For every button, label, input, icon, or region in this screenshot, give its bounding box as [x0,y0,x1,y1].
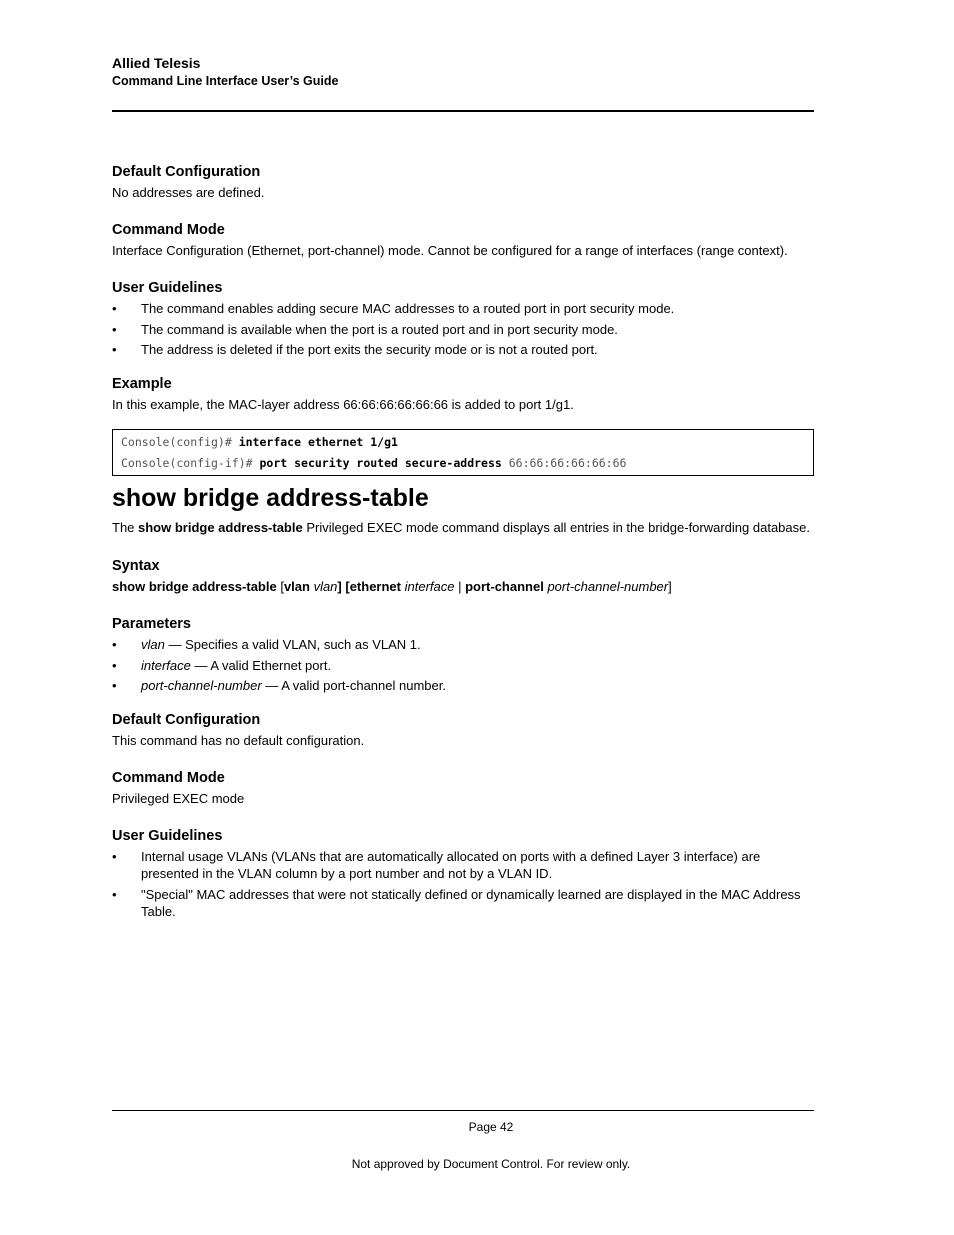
code-example-box [112,429,814,476]
list-item-text: Internal usage VLANs (VLANs that are automatically allocated on ports with a defined Layer 3 interface) are presented in the VLAN column by a port number and not by a VLAN ID. [141,849,761,881]
syntax-keyword: vlan [283,579,310,594]
syntax-line [112,578,814,595]
syntax-keyword: port-channel [465,579,544,594]
list-item [112,341,814,358]
footer-note: Not approved by Document Control. For review only. [351,1157,631,1171]
default-config-section [112,163,814,201]
parameter-desc: — Specifies a valid VLAN, such as VLAN 1. [164,637,421,652]
parameters-section [112,615,814,694]
parameter-desc: — A valid port-channel number. [261,678,446,693]
code-prompt: Console(config)# [121,435,239,449]
syntax-bracket: ] [ [337,579,350,594]
code-command: port security routed secure-address [259,456,502,470]
list-item [112,657,814,674]
page-content [112,163,814,940]
syntax-section [112,557,814,595]
section-text: In this example, the MAC-layer address 66:66:66:66:66:66 is added to port 1/g1. [112,397,574,412]
example-section [112,375,814,476]
section-heading: Example [112,376,172,392]
section-heading: Syntax [112,558,160,574]
syntax-bracket: [ [276,579,284,594]
command-intro [112,519,814,536]
list-item-text: "Special" MAC addresses that were not statically defined or dynamically learned are displayed in the MAC Address Table. [141,886,801,919]
command-mode-section [112,221,814,259]
syntax-argument: interface [401,579,455,594]
list-item [112,321,814,338]
bullet-icon: • [112,849,117,864]
parameter-name: vlan [141,637,165,652]
section-heading: Default Configuration [112,164,261,180]
section-heading: Parameters [112,616,191,632]
code-line [121,432,805,453]
parameter-desc: — A valid Ethernet port. [190,657,332,673]
code-prompt: Console(config-if)# [121,456,260,470]
intro-suffix: Privileged EXEC mode command displays all entries in the bridge-forwarding database. [302,520,810,535]
section-text: Interface Configuration (Ethernet, port-channel) mode. Cannot be configured for a range of interfaces (range context). [112,243,788,258]
intro-command: show bridge address-table [138,520,303,535]
section-text: Privileged EXEC mode [112,791,245,806]
section-heading: Default Configuration [112,712,261,728]
code-command: interface ethernet 1/g1 [238,435,398,449]
intro-prefix: The [112,520,139,535]
page-number: Page 42 [468,1120,514,1134]
bullet-icon: • [112,301,117,316]
header-company: Allied Telesis [112,55,201,71]
syntax-keyword: ethernet [349,579,401,594]
parameters-list [112,636,814,694]
list-item [112,636,814,653]
header-guide-title: Command Line Interface User’s Guide [112,74,339,88]
list-item-text: The command is available when the port is a routed port and in port security mode. [141,321,618,337]
syntax-separator: | [454,579,466,594]
list-item [112,300,814,317]
bullet-icon: • [112,342,117,357]
bullet-icon: • [112,321,117,337]
user-guidelines-section [112,827,814,920]
section-heading: Command Mode [112,222,225,238]
list-item [112,848,814,882]
bullet-icon: • [112,678,117,693]
section-heading: User Guidelines [112,828,223,844]
guidelines-list [112,300,814,358]
default-config-section [112,711,814,749]
syntax-bracket: ] [668,579,672,594]
header-rule [112,110,814,112]
syntax-argument: vlan [309,579,338,594]
parameter-name: port-channel-number [141,678,262,693]
section-heading: Command Mode [112,770,225,786]
section-heading: User Guidelines [112,280,223,296]
section-text: No addresses are defined. [112,185,265,200]
footer-rule [112,1110,814,1111]
guidelines-list [112,848,814,920]
code-line [121,453,805,474]
parameter-name: interface [141,657,191,673]
code-argument: 66:66:66:66:66:66 [501,456,627,470]
syntax-argument: port-channel-number [543,579,669,594]
bullet-icon: • [112,657,117,673]
list-item [112,677,814,694]
command-mode-section [112,769,814,807]
command-title: show bridge address-table [112,484,429,512]
bullet-icon: • [112,886,117,902]
section-text: This command has no default configuration. [112,733,365,748]
list-item-text: The address is deleted if the port exits the security mode or is not a routed port. [141,342,598,357]
user-guidelines-section [112,279,814,358]
list-item-text: The command enables adding secure MAC addresses to a routed port in port security mode. [141,301,675,316]
syntax-command: show bridge address-table [112,579,277,594]
bullet-icon: • [112,637,117,652]
list-item [112,886,814,920]
